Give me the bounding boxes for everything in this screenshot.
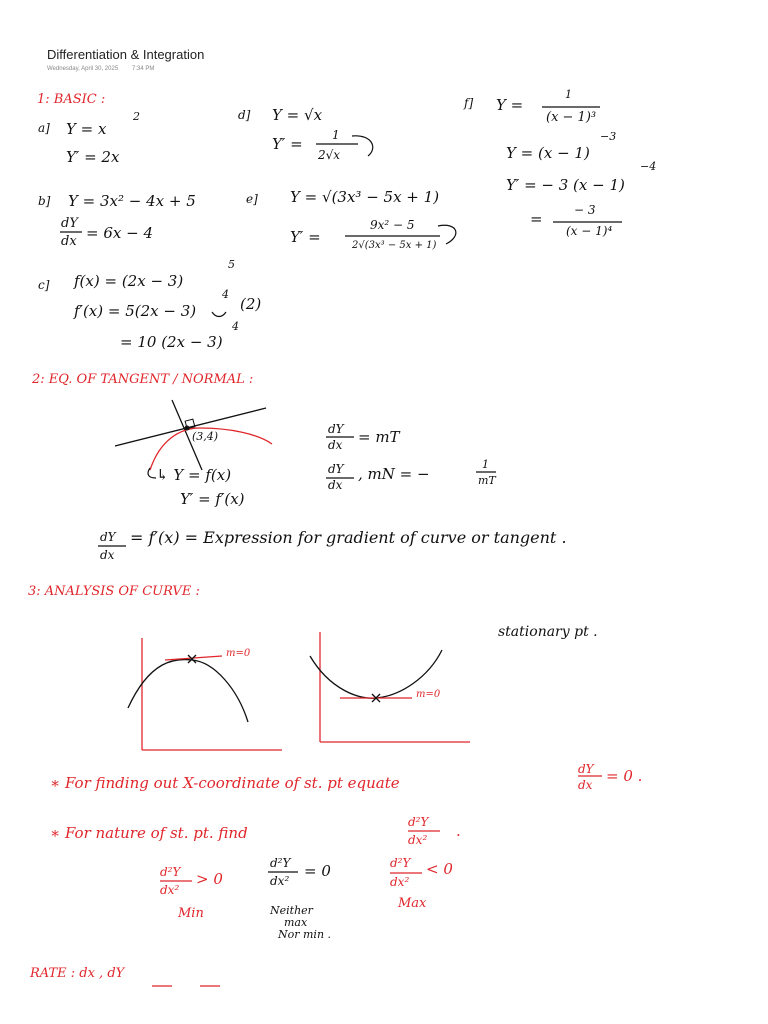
item-b-num: dY — [61, 216, 78, 231]
item-e-den: 2√(3x³ − 5x + 1) — [352, 240, 437, 251]
max-cond-den: dx² — [390, 875, 410, 889]
bullet-find-x-num: dY — [578, 762, 594, 776]
item-f-label: f] — [464, 96, 474, 110]
mn-frac-num: 1 — [482, 458, 489, 471]
mt-num: dY — [328, 422, 344, 436]
item-b-eq1: Y = 3x² − 4x + 5 — [68, 192, 196, 210]
item-c-exp3: 4 — [232, 320, 239, 333]
section-3-heading: 3: ANALYSIS OF CURVE : — [28, 584, 200, 599]
item-f-eq3: Y′ = − 3 (x − 1) — [506, 176, 625, 194]
min-cond-rhs: > 0 — [196, 870, 223, 888]
item-f-num4: − 3 — [574, 203, 596, 217]
item-d-lhs2: Y′ = — [272, 135, 303, 153]
tangent-point — [185, 426, 190, 431]
max-cond-num: d²Y — [390, 856, 411, 870]
item-d-label: d] — [238, 108, 251, 122]
item-f-exp3: −4 — [640, 160, 657, 173]
item-a-label: a] — [38, 121, 50, 135]
max-cond-rhs: < 0 — [426, 860, 453, 878]
mn-frac-den: mT — [478, 474, 496, 487]
section-2-heading: 2: EQ. OF TANGENT / NORMAL : — [32, 372, 254, 387]
item-d-eq1: Y = √x — [272, 106, 323, 124]
min-cond-den: dx² — [160, 883, 180, 897]
zero-cond-den: dx² — [270, 874, 290, 888]
item-d-num: 1 — [332, 128, 340, 142]
item-c-exp1: 5 — [228, 258, 235, 271]
max-graph — [128, 638, 282, 750]
section-4-heading: RATE : dx , dY — [30, 966, 125, 981]
min-label: Min — [178, 906, 204, 921]
item-e-eq1: Y = √(3x³ − 5x + 1) — [290, 188, 440, 206]
bullet-nature-dot: . — [456, 822, 461, 840]
curve-arrow — [148, 468, 156, 478]
neither-line-2: max — [284, 916, 308, 929]
item-f-eq4: = — [530, 210, 543, 228]
item-e-num: 9x² − 5 — [370, 218, 415, 232]
item-b-rhs: = 6x − 4 — [86, 224, 153, 242]
bullet-nature-den: dx² — [408, 833, 428, 847]
item-d-den: 2√x — [318, 148, 341, 162]
page-time: 7:34 PM — [132, 66, 155, 72]
page-date: Wednesday, April 30, 2025 — [47, 66, 119, 72]
tangent-point-label: (3,4) — [192, 430, 219, 443]
section-1-heading: 1: BASIC : — [37, 92, 106, 107]
bullet-find-x-rhs: = 0 . — [606, 767, 643, 785]
mt-rhs: = mT — [358, 428, 400, 446]
item-f-den4: (x − 1)⁴ — [566, 224, 613, 238]
item-c-eq1: f(x) = (2x − 3) — [74, 272, 184, 290]
tangent-line — [115, 408, 266, 446]
bullet-find-x-den: dx — [578, 778, 593, 792]
item-f-eq2: Y = (x − 1) — [506, 144, 590, 162]
max-point — [188, 655, 196, 663]
e-arrow — [438, 225, 456, 244]
item-f-lhs1: Y = — [496, 96, 524, 114]
mn-den: dx — [328, 478, 343, 492]
zero-cond-rhs: = 0 — [304, 862, 331, 880]
item-b-label: b] — [38, 194, 51, 208]
item-c-eq3: = 10 (2x − 3) — [120, 333, 223, 351]
max-curve — [128, 660, 248, 722]
page-title: Differentiation & Integration — [47, 47, 205, 62]
c-chain-arrow — [212, 312, 226, 317]
expr-den: dx — [100, 548, 115, 562]
item-f-den: (x − 1)³ — [546, 110, 597, 125]
min-m0-label: m=0 — [416, 689, 441, 700]
bullet-nature: ∗ For nature of st. pt. find — [50, 824, 248, 842]
item-c-label: c] — [38, 278, 50, 292]
item-c-eq2b: (2) — [240, 295, 262, 313]
stationary-pt-label: stationary pt . — [498, 624, 598, 640]
mt-den: dx — [328, 438, 343, 452]
bullet-find-x: ∗ For finding out X-coordinate of st. pt equate — [50, 774, 400, 792]
min-cond-num: d²Y — [160, 865, 181, 879]
expr-num: dY — [100, 530, 116, 544]
item-c-exp2: 4 — [222, 288, 229, 301]
item-e-lhs2: Y′ = — [290, 228, 321, 246]
expr-rhs: = f′(x) = Expression for gradient of curve or tangent . — [130, 528, 567, 547]
neither-line-3: Nor min . — [278, 928, 332, 941]
item-a-eq2: Y′ = 2x — [66, 148, 120, 166]
d-arrow — [352, 136, 373, 156]
item-f-num: 1 — [565, 88, 572, 101]
mn-num: dY — [328, 462, 344, 476]
item-b-den: dx — [61, 234, 77, 249]
bullet-nature-num: d²Y — [408, 815, 429, 829]
item-a-eq1: Y = x — [66, 120, 107, 138]
item-c-eq2: f′(x) = 5(2x − 3) — [74, 302, 197, 320]
item-a-exp: 2 — [133, 110, 140, 123]
zero-cond-num: d²Y — [270, 856, 291, 870]
item-e-label: e] — [246, 192, 258, 206]
min-graph — [310, 632, 470, 742]
mn-mid: , mN = − — [358, 465, 430, 483]
item-f-exp2: −3 — [600, 130, 617, 143]
tangent-y-eq: ↳ Y = f(x) — [156, 466, 232, 484]
tangent-yp-eq: Y′ = f′(x) — [180, 490, 245, 508]
max-m0-label: m=0 — [226, 648, 251, 659]
max-label: Max — [398, 896, 427, 911]
neither-line-1: Neither — [270, 904, 313, 917]
